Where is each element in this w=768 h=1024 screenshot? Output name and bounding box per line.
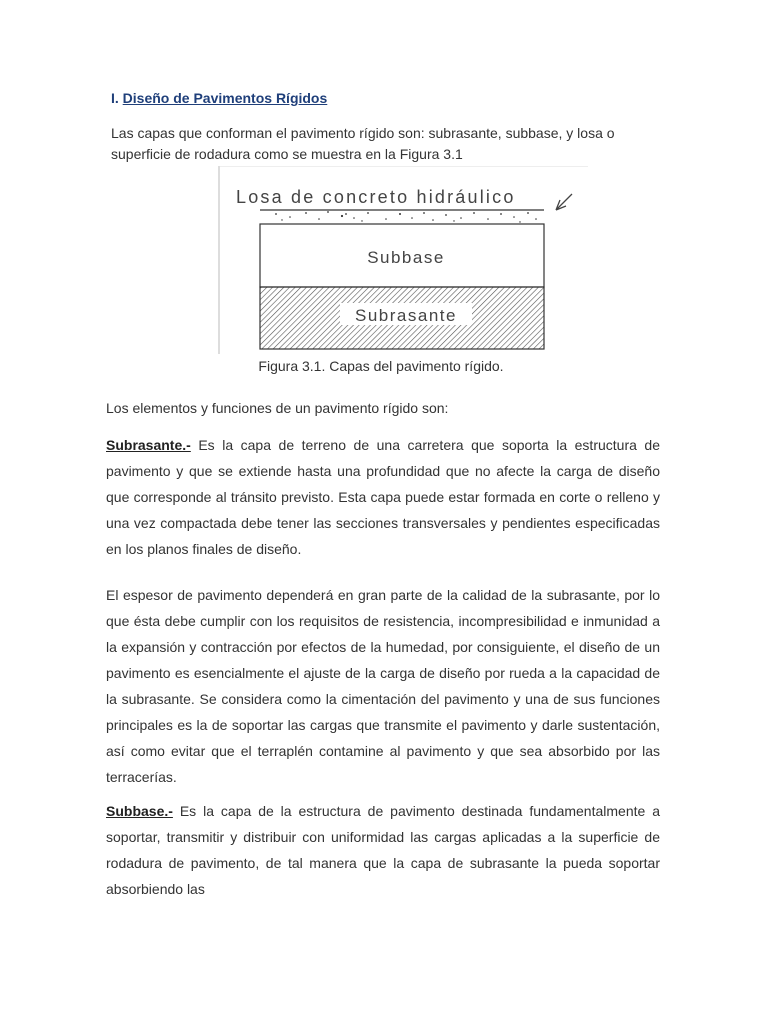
figure-caption-text: Figura 3.1. Capas del pavimento rígido. [258, 358, 504, 374]
subgrade-label: Subrasante [355, 306, 457, 325]
section-title: Diseño de Pavimentos Rígidos [122, 90, 328, 106]
section-number: I. [111, 90, 119, 106]
subbase-label: Subbase [367, 248, 445, 267]
section-heading [111, 90, 327, 106]
subrasante-paragraph [106, 432, 660, 562]
subrasante-term: Subrasante.- [106, 437, 191, 453]
espesor-paragraph: El espesor de pavimento dependerá en gran parte de la calidad de la subrasante, por lo que ésta debe cumplir con los requisitos de resistencia, incompresibilidad e inmunidad a la expansión y contracción por efectos de la humedad, por consiguiente, el diseño de un pavimento es esencialmente el ajuste de la carga de diseño por rueda a la capacidad de la subrasante. Se considera como la cimentación del pavimento y una de sus funciones principales es la de soportar las cargas que transmite el pavimento y darle sustentación, así como evitar que el terraplén contamine al pavimento y que sea absorbido por las terracerías. [106, 587, 660, 785]
figure-caption [0, 358, 768, 374]
subbase-text: Es la capa de la estructura de pavimento destinada fundamentalmente a soportar, transmitir y distribuir con uniformidad las cargas aplicadas a la superficie de rodadura de pavimento, de tal manera que la capa de subrasante la pueda soportar absorbiendo las [106, 803, 660, 897]
pavement-layers-diagram [218, 166, 588, 354]
subbase-paragraph [106, 798, 660, 902]
pavement-layers-figure [218, 166, 588, 354]
intro-paragraph: Las capas que conforman el pavimento rígido son: subrasante, subbase, y losa o superficie de rodadura como se muestra en la Figura 3.1 [111, 125, 615, 162]
subrasante-text: Es la capa de terreno de una carretera que soporta la estructura de pavimento y que se extiende hasta una profundidad que no afecte la carga de diseño que corresponde al tránsito previsto. Esta capa puede estar formada en corte o relleno y una vez compactada debe tener las secciones transversales y pendientes especificadas en los planos finales de diseño. [106, 437, 660, 557]
elements-intro: Los elementos y funciones de un pavimento rígido son: [106, 400, 449, 416]
slab-aggregate-dots [275, 211, 537, 223]
subbase-term: Subbase.- [106, 803, 173, 819]
slab-label: Losa de concreto hidráulico [236, 187, 516, 207]
pointer-arrow-icon [556, 194, 572, 210]
